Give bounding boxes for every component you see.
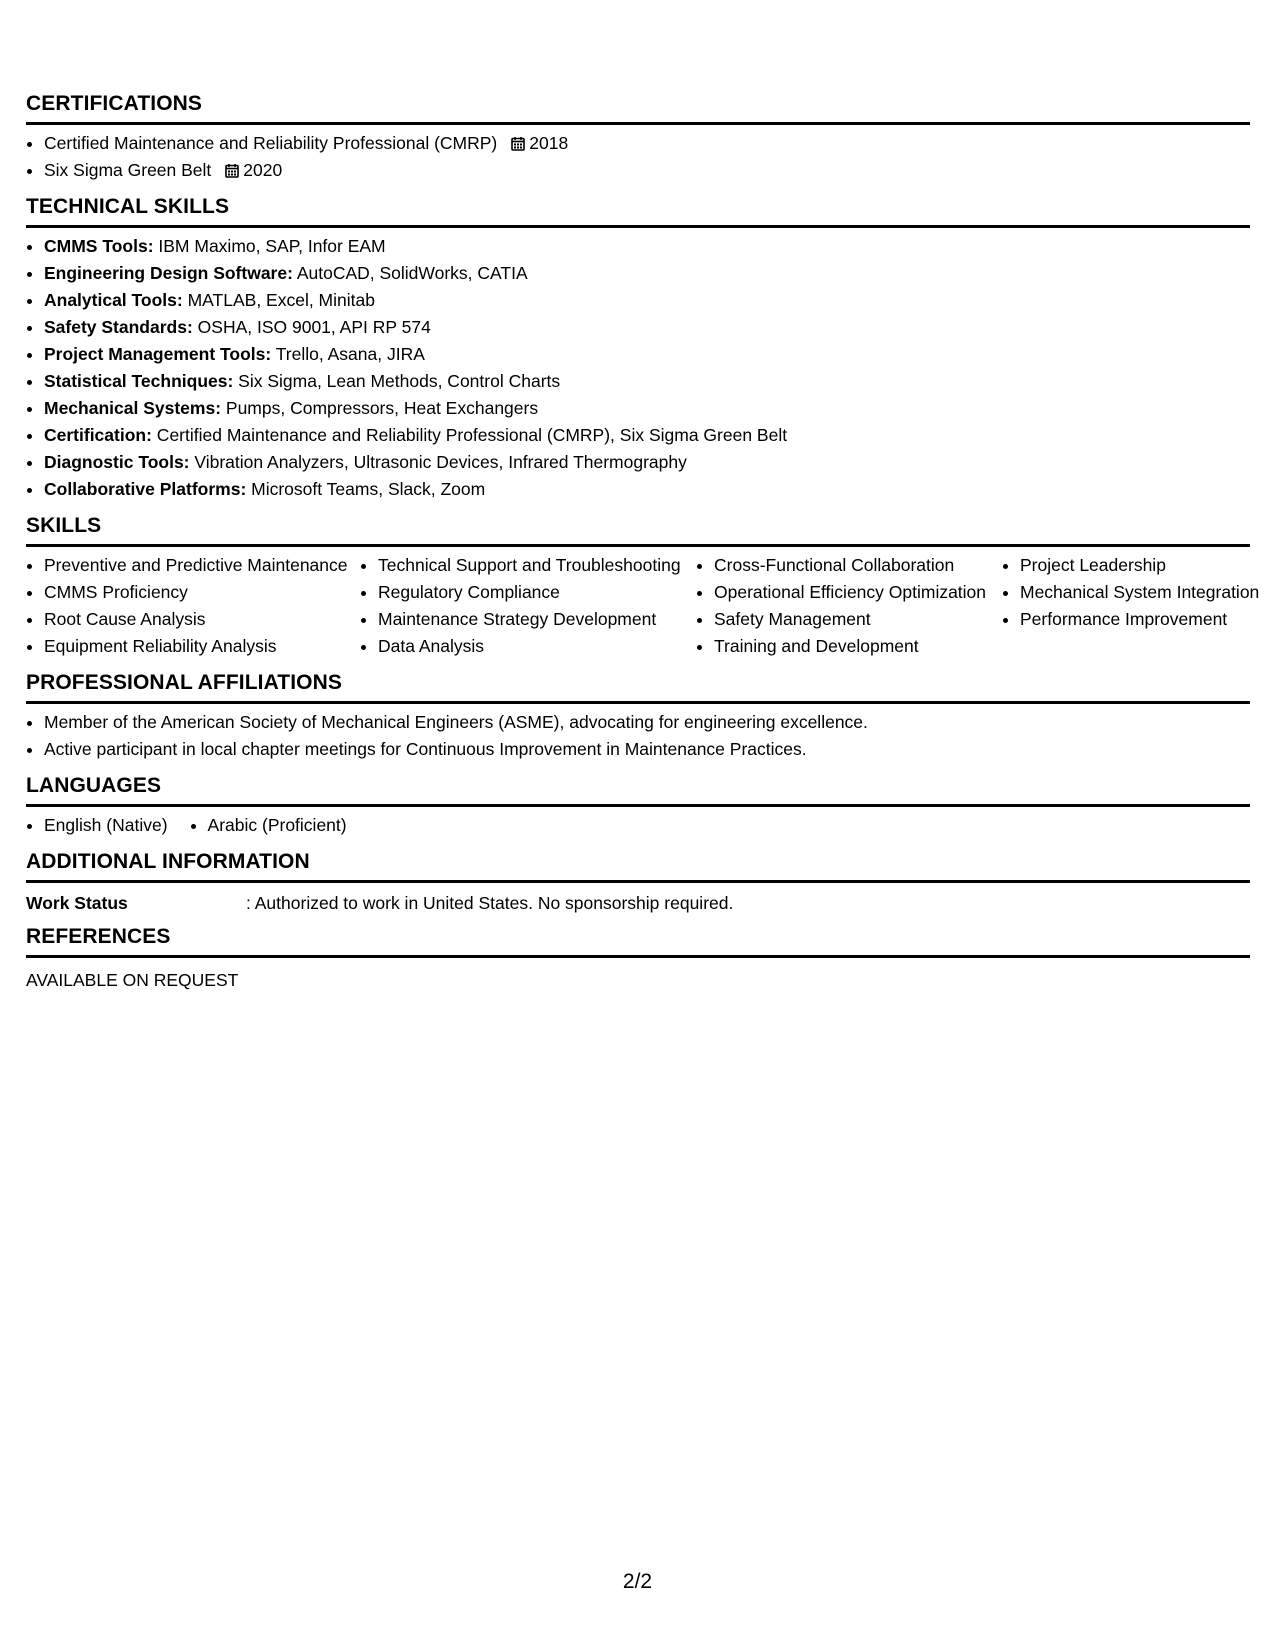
skill-item: • CMMS Proficiency xyxy=(44,580,360,604)
language-item: • Arabic (Proficient) xyxy=(208,813,347,837)
technical-skill-item xyxy=(44,261,1250,285)
skill-item: • Cross-Functional Collaboration xyxy=(714,553,1002,577)
technical-skill-label: Safety Standards: xyxy=(44,317,193,337)
technical-skills-heading: TECHNICAL SKILLS xyxy=(26,195,1250,228)
calendar-icon xyxy=(511,136,525,151)
technical-skill-value: Certified Maintenance and Reliability Professional (CMRP), Six Sigma Green Belt xyxy=(151,425,788,445)
skill-item: • Technical Support and Troubleshooting xyxy=(378,553,696,577)
technical-skill-label: Collaborative Platforms: xyxy=(44,479,247,499)
skill-item: • Safety Management xyxy=(714,607,1002,631)
affiliation-item: • Active participant in local chapter meetings for Continuous Improvement in Maintenance Practices. xyxy=(44,737,1250,761)
skill-item: • Data Analysis xyxy=(378,634,696,658)
technical-skill-item xyxy=(44,288,1250,312)
certification-name: Six Sigma Green Belt xyxy=(44,160,212,180)
work-status-row xyxy=(26,889,1250,915)
skills-columns xyxy=(26,553,1260,661)
skills-section xyxy=(26,514,1260,661)
skill-item: • Maintenance Strategy Development xyxy=(378,607,696,631)
technical-skills-list xyxy=(26,234,1250,501)
skills-column xyxy=(360,553,696,661)
work-status-value: : Authorized to work in United States. No sponsorship required. xyxy=(246,893,734,913)
technical-skill-item xyxy=(44,423,1250,447)
additional-info-section xyxy=(26,850,1250,915)
certifications-list xyxy=(26,131,1250,182)
technical-skill-item xyxy=(44,315,1250,339)
technical-skill-item xyxy=(44,396,1250,420)
skills-column xyxy=(26,553,360,661)
languages-list xyxy=(26,813,1250,840)
technical-skill-value: OSHA, ISO 9001, API RP 574 xyxy=(192,317,431,337)
certification-item xyxy=(44,131,1250,155)
certification-name: Certified Maintenance and Reliability Professional (CMRP) xyxy=(44,133,498,153)
skill-item: • Operational Efficiency Optimization xyxy=(714,580,1002,604)
technical-skill-item xyxy=(44,342,1250,366)
affiliations-list xyxy=(26,710,1250,761)
certification-year: 2018 xyxy=(529,133,569,153)
technical-skill-label: Project Management Tools: xyxy=(44,344,272,364)
certifications-heading: CERTIFICATIONS xyxy=(26,92,1250,125)
skill-item: • Performance Improvement xyxy=(1020,607,1275,631)
languages-heading: LANGUAGES xyxy=(26,774,1250,807)
certification-item xyxy=(44,158,1250,182)
references-section xyxy=(26,925,1250,992)
technical-skill-label: Engineering Design Software: xyxy=(44,263,293,283)
affiliations-section xyxy=(26,671,1250,761)
skills-column xyxy=(1002,553,1275,661)
work-status-label: Work Status xyxy=(26,893,128,913)
skill-item: • Regulatory Compliance xyxy=(378,580,696,604)
technical-skill-value: Vibration Analyzers, Ultrasonic Devices, Infrared Thermography xyxy=(189,452,687,472)
technical-skill-label: Certification: xyxy=(44,425,152,445)
skills-column xyxy=(696,553,1002,661)
resume-page xyxy=(26,92,1260,992)
technical-skill-value: MATLAB, Excel, Minitab xyxy=(182,290,375,310)
skill-item: • Training and Development xyxy=(714,634,1002,658)
technical-skill-value: Microsoft Teams, Slack, Zoom xyxy=(246,479,486,499)
skill-item: • Project Leadership xyxy=(1020,553,1275,577)
technical-skill-value: Six Sigma, Lean Methods, Control Charts xyxy=(233,371,561,391)
references-text: AVAILABLE ON REQUEST xyxy=(26,970,239,990)
technical-skill-item xyxy=(44,477,1250,501)
certification-year: 2020 xyxy=(243,160,283,180)
technical-skill-label: Diagnostic Tools: xyxy=(44,452,190,472)
technical-skill-label: Analytical Tools: xyxy=(44,290,183,310)
technical-skill-item xyxy=(44,450,1250,474)
affiliation-item: • Member of the American Society of Mechanical Engineers (ASME), advocating for engineering excellence. xyxy=(44,710,1250,734)
technical-skill-value: IBM Maximo, SAP, Infor EAM xyxy=(153,236,386,256)
technical-skill-label: Mechanical Systems: xyxy=(44,398,222,418)
skills-heading: SKILLS xyxy=(26,514,1250,547)
skill-item: • Mechanical System Integration xyxy=(1020,580,1275,604)
skill-item: • Equipment Reliability Analysis xyxy=(44,634,360,658)
technical-skill-value: Trello, Asana, JIRA xyxy=(271,344,425,364)
technical-skill-item xyxy=(44,234,1250,258)
calendar-icon xyxy=(225,163,239,178)
affiliations-heading: PROFESSIONAL AFFILIATIONS xyxy=(26,671,1250,704)
language-item: • English (Native) xyxy=(44,813,168,837)
skill-item: • Root Cause Analysis xyxy=(44,607,360,631)
references-heading: REFERENCES xyxy=(26,925,1250,958)
technical-skills-section xyxy=(26,195,1250,501)
page-number: 2/2 xyxy=(622,1570,653,1593)
technical-skill-item xyxy=(44,369,1250,393)
technical-skill-value: Pumps, Compressors, Heat Exchangers xyxy=(221,398,539,418)
technical-skill-label: Statistical Techniques: xyxy=(44,371,234,391)
technical-skill-label: CMMS Tools: xyxy=(44,236,154,256)
skill-item: • Preventive and Predictive Maintenance xyxy=(44,553,360,577)
technical-skill-value: AutoCAD, SolidWorks, CATIA xyxy=(292,263,528,283)
additional-info-heading: ADDITIONAL INFORMATION xyxy=(26,850,1250,883)
certifications-section xyxy=(26,92,1250,182)
languages-section xyxy=(26,774,1250,840)
